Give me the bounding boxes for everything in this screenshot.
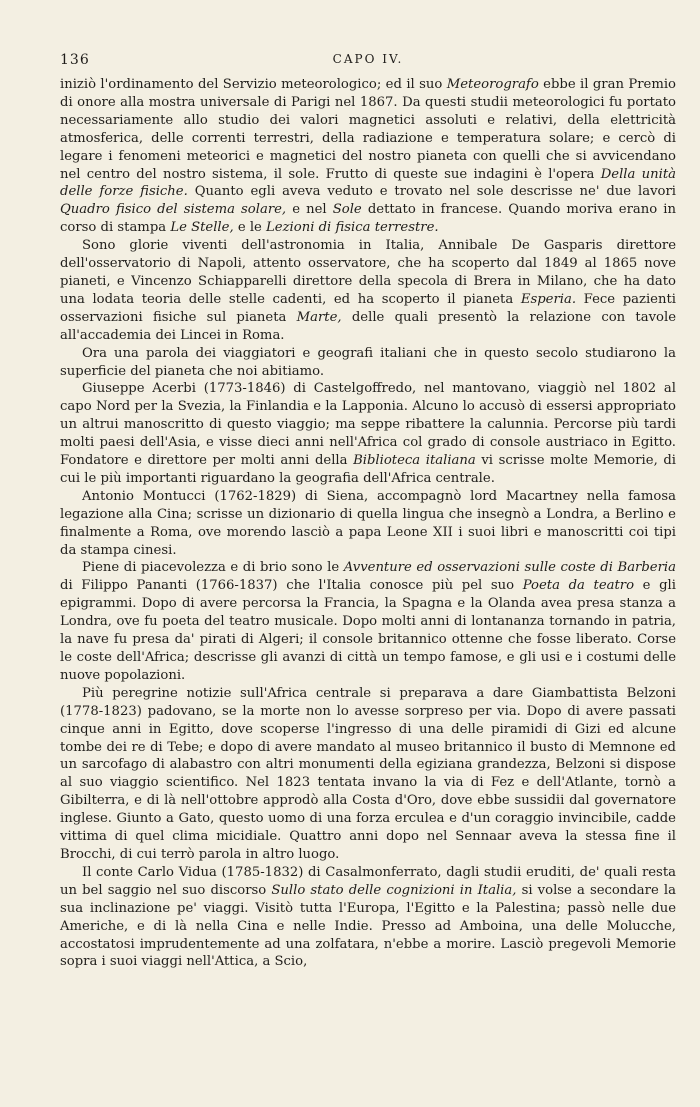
page-header <box>60 52 676 70</box>
paragraph-text: e le <box>233 220 267 236</box>
italic-title-text: Biblioteca italiana <box>353 453 476 469</box>
paragraph <box>60 380 676 487</box>
paragraph <box>60 488 676 560</box>
paragraph <box>60 559 676 684</box>
italic-title-text: Quadro fisico del sistema solare, <box>60 202 287 218</box>
italic-title-text: Lezioni di fisica terrestre. <box>266 220 439 236</box>
paragraph-text: Giuseppe Acerbi (1773-1846) di Castelgoffredo, nel mantovano, viaggiò nel 1802 al capo Nord per la Svezia, la Finlandia e la Lapponia. Alcuno lo accusò di essersi appropriato un altrui manoscritto di questo viaggio; ma seppe ribattere la calunnia. Percorse più tardi molti paesi dell'Asia, e visse dieci anni nell'Africa col grado di console austriaco in Egitto. Fondatore e direttore per molti anni della <box>60 381 676 469</box>
paragraph <box>60 864 676 971</box>
paragraph-text: di Filippo Pananti (1766-1837) che l'Italia conosce più pel suo <box>60 578 523 594</box>
paragraph <box>60 76 676 237</box>
italic-title-text: Sullo stato delle cognizioni in Italia, <box>271 882 517 898</box>
paragraph-text: Il conte Carlo Vidua (1785-1832) di Casalmonferrato, dagli studii eruditi, de' quali resta un bel saggio nel suo discorso <box>60 864 676 898</box>
paragraph <box>60 345 676 381</box>
paragraph-text: Più peregrine notizie sull'Africa centrale si preparava a dare Giambattista Belzoni (1778-1823) padovano, se la morte non lo avesse sorpreso per via. Dopo di avere passati cinque anni in Egitto, dove scoperse l'ingresso di una delle piramidi di Gizi ed alcune tombe dei re di Tebe; e dopo di avere mandato al museo britannico il busto di Memnone ed un sarcofago di alabastro con altri monumenti della egiziana grandezza, Belzoni si dispose al suo viaggio scientifico. Nel 1823 tentata invano la via di Fez e dell'Atlante, tornò a Gibilterra, e di là nell'ottobre approdò alla Costa d'Oro, dove ebbe sussidii dal governatore inglese. Giunto a Gato, questo uomo di una forza erculea e d'un coraggio invincibile, cadde vittima di quel clima micidiale. Quattro anni dopo nel Sennaar aveva la stessa fine il Brocchi, di cui terrò parola in altro luogo. <box>60 685 676 862</box>
paragraph-text: dettato in francese. Quando moriva erano in corso di stampa <box>60 202 676 236</box>
italic-title-text: Sole <box>332 202 362 218</box>
paragraph <box>60 237 676 344</box>
paragraph-text: Sono glorie viventi dell'astronomia in Italia, Annibale De Gasparis direttore dell'osservatorio di Napoli, attento osservatore, che ha scoperto dal 1849 al 1865 nove pianeti, e Vincenzo Schiapparelli direttore della specola di Brera in Milano, che ha dato una lodata teoria delle stelle cadenti, ed ha scoperto il pianeta <box>60 238 676 307</box>
italic-title-text: Marte, <box>296 309 342 325</box>
paragraph-text: e gli epigrammi. Dopo di avere percorsa la Francia, la Spagna e la Olanda avea presa stanza a Londra, ove fu poeta del teatro musicale. Dopo molti anni di lontananza tornando in patria, la nave fu presa da' pirati di Algeri; il console britannico ottenne che fosse liberato. Corse le coste dell'Africa; descrisse gli avanzi di città un tempo famose, e gli usi e i costumi delle nuove popolazioni. <box>60 578 676 683</box>
paragraph-text: si volse a secondare la sua inclinazione pe' viaggi. Visitò tutta l'Europa, l'Egitto e la Palestina; passò nelle due Americhe, e di là nella Cina e nelle Indie. Presso ad Amboina, una delle Molucche, accostatosi imprudentemente ad una zolfatara, n'ebbe a morire. Lasciò pregevoli Memorie sopra i suoi viaggi nell'Attica, a Scio, <box>60 882 676 970</box>
italic-title-text: Poeta da teatro <box>522 578 635 594</box>
paragraph-text: Antonio Montucci (1762-1829) di Siena, accompagnò lord Macartney nella famosa legazione alla Cina; scrisse un dizionario di quella lingua che insegnò a Londra, a Berlino e finalmente a Roma, ove morendo lasciò a papa Leone XII i suoi libri e manoscritti coi tipi da stampa cinesi. <box>60 488 676 558</box>
paragraph-text: ebbe il gran Premio di onore alla mostra universale di Parigi nel 1867. Da questi studii meteorologici fu portato necessariamente allo studio dei valori magnetici assoluti e relativi, della elettricità atmosferica, delle correnti terrestri, della radiazione e temperatura solare; e cercò di legare i fenomeni meteorici e magnetici del nostro pianeta con quelli che si avvicendano nel centro del nostro sistema, il sole. Frutto di queste sue indagini è l'opera <box>60 77 676 182</box>
body-text <box>60 76 676 971</box>
paragraph-text: Ora una parola dei viaggiatori e geografi italiani che in questo secolo studiarono la superficie del pianeta che noi abitiamo. <box>60 345 676 379</box>
paragraph-text: Fece pazienti osservazioni fisiche sul pianeta <box>60 291 676 325</box>
running-head: CAPO IV. <box>332 52 404 66</box>
paragraph <box>60 685 676 864</box>
italic-title-text: Esperia. <box>520 291 577 307</box>
italic-title-text: Avventure ed osservazioni sulle coste di Barberia <box>343 560 676 576</box>
italic-title-text: Meteorografo <box>446 77 539 92</box>
page-number: 136 <box>60 52 90 68</box>
paragraph-text: Quanto egli aveva veduto e trovato nel sole descrisse ne' due lavori <box>187 184 676 200</box>
paragraph-text: delle quali presentò la relazione con tavole all'accademia dei Lincei in Roma. <box>60 309 676 343</box>
paragraph-text: vi scrisse molte Memorie, di cui le più importanti riguardano la geografia dell'Africa centrale. <box>60 453 676 486</box>
paragraph-text: e nel <box>286 202 333 218</box>
italic-title-text: Della unità delle forze fisiche. <box>60 166 676 200</box>
italic-title-text: Le Stelle, <box>170 220 234 236</box>
paragraph-text: iniziò l'ordinamento del Servizio meteorologico; ed il suo <box>60 77 447 92</box>
paragraph-text: Piene di piacevolezza e di brio sono le <box>82 560 344 576</box>
